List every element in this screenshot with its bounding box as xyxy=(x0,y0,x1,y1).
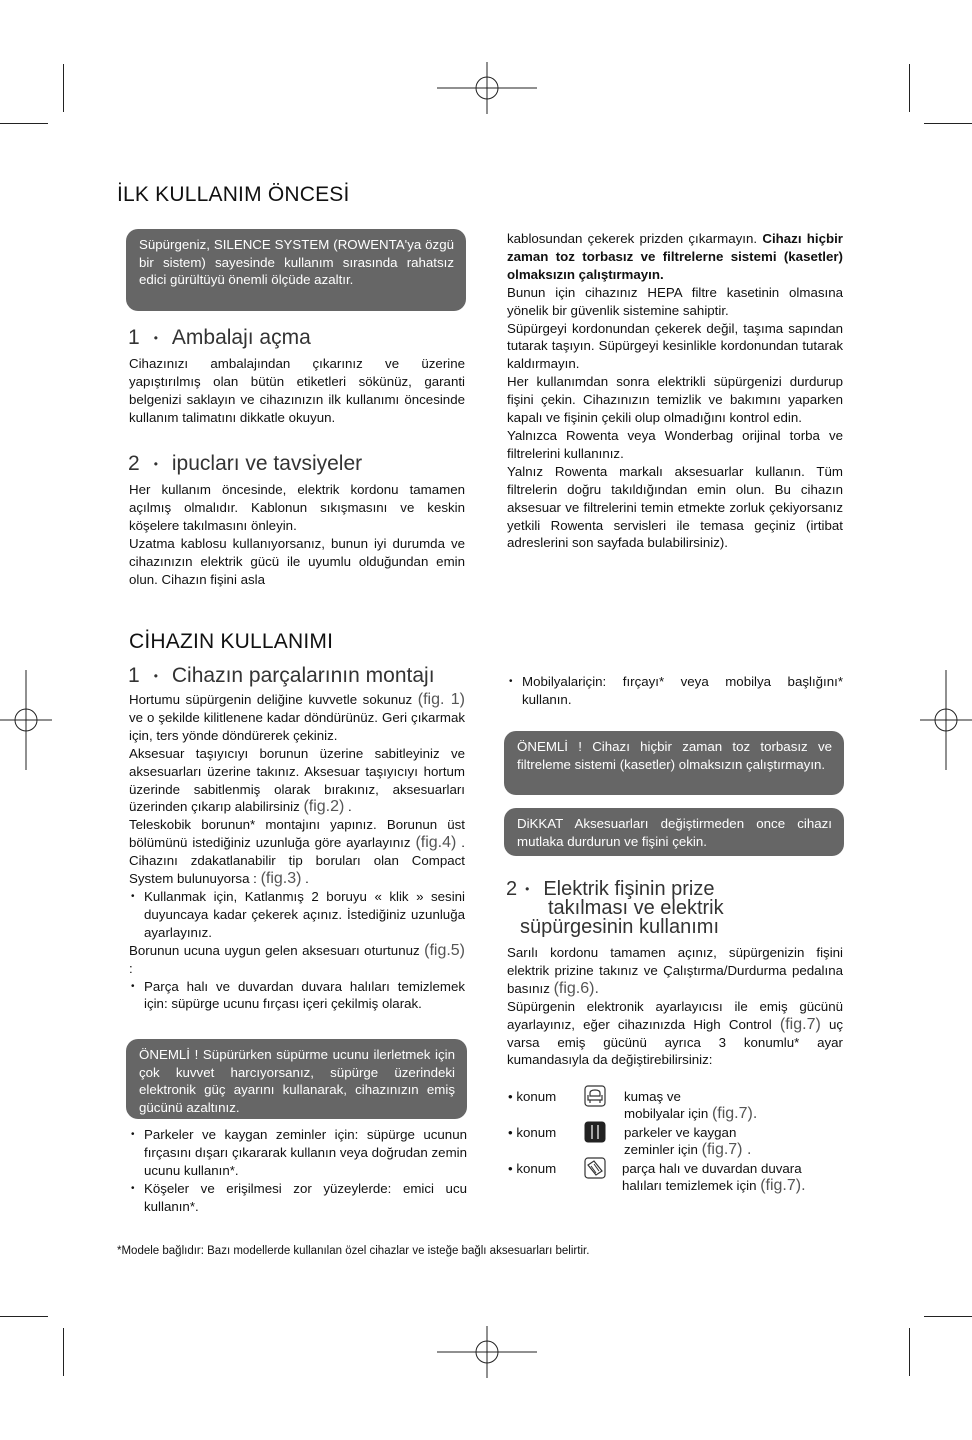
armchair-icon xyxy=(584,1085,606,1107)
registration-mark-icon xyxy=(437,62,537,114)
konum-row-fabric: • konum kumaş ve mobilyalar için (fig.7). xyxy=(508,1088,848,1124)
subsection-heading-unpacking: 1 • Ambalajı açma xyxy=(128,326,311,349)
crop-mark xyxy=(909,1328,910,1376)
unpacking-text: Cihazınızı ambalajından çıkarınız ve üzerine yapıştırılmış olan bütün etiketleri sökünüz, garanti belgenizi saklayın ve cihazınızın ilk kullanımı öncesinde kullanım talimatını dikkatle okuyun. xyxy=(129,356,465,425)
registration-mark-icon xyxy=(437,1326,537,1378)
list-item: • Kullanmak için, Katlanmış 2 boruyu « klik » sesini duyuncaya kadar çekerek açınız. İstediğiniz uzunluğa ayarlayınız. xyxy=(129,888,465,942)
tips-text-continued: kablosundan çekerek prizden çıkarmayın. Cihazı hiçbir zaman toz torbasız ve filtrelerne sistemi (kasetler) olmaksızın çalıştırmayın. Bunun için cihazınız HEPA filtre kasetinin olmasına yönelik bir güvenlik sistemine sahiptir. Süpürgeyi kordonundan çekerek değil, taşıma sapından tutarak taşıyın. Süpürgeyi kesinlikle kordonundan tutarak kaldırmayın. Her kullanımdan sonra elektrikli süpürgenizi durdurup fişini çekin. Cihazınızın temizlik ve bakımını yaparken kapalı ve fişinin çekili olup olmadığını kontrol edin. Yalnızca Rowenta veya Wonderbag orijinal torba ve filtrelerini kullanınız. Yalnız Rowenta markalı aksesuarlar kullanın. Tüm filtrelerin doğru takıldığından emin olun. Bu cihazın aksesuar ve filtrelerini temin etmekte zorluk çekiyorsanız yetkili Rowenta servisleri ile temasa geçiniz (irtibat adreslerini son sayfada bulabilirsiniz). xyxy=(507,231,843,551)
subsection-heading-tips: 2 • ipucları ve tavsiyeler xyxy=(128,452,363,475)
section-title-usage: CİHAZIN KULLANIMI xyxy=(129,630,334,653)
list-item: • Mobilyalariçin: fırçayı* veya mobilya başlığını* kullanın. xyxy=(507,673,843,709)
subsection-title: ipucları ve tavsiyeler xyxy=(171,452,363,475)
intro-box: Süpürgeniz, SILENCE SYSTEM (ROWENTA'ya özgü bir sistem) sayesinde kullanım sırasında rahatsız edici gürültüyü önemli ölçüde azaltır. xyxy=(126,229,466,311)
subsection-title: Elektrik fişinin prize xyxy=(543,878,715,900)
subsection-number: 1 xyxy=(128,664,140,687)
warning-box-accessories: DiKKAT Aksesuarları değiştirmeden once cihazı mutlaka durdurun ve fişini çekin. xyxy=(504,808,844,856)
list-item: • Parça halı ve duvardan duvara halıları temizlemek için: süpürge ucunu fırçası içeri çekilmiş olarak. xyxy=(129,978,465,1014)
subsection-title: Cihazın parçalarının montajı xyxy=(171,664,435,687)
plug-text: Sarılı kordonu tamamen açınız, süpürgenizin fişini elektrik prizine takınız ve Çalıştırma/Durdurma pedalına basınız (fig.6). Süpürgenin elektronik ayarlayıcısı ile emiş gücünü ayarlayınız, eğer cihazınızda High Control (fig.7) uç varsa emiş gücünü ayrıca 3 konumlu* ayar kumandasıyla da değiştirebilirsiniz: xyxy=(507,945,844,1068)
carpet-icon xyxy=(584,1157,606,1179)
subsection-heading-plug: 2 • Elektrik fişinin prize takılması ve elektrik süpürgesinin kullanımı xyxy=(506,878,724,939)
crop-mark xyxy=(924,1316,972,1317)
important-box-suction: ÖNEMLİ ! Süpürürken süpürme ucunu ilerletmek için çok kuvvet harcıyorsanız, süpürge üzerindeki elektronik güç ayarını kullanarak, cihazınızın emiş gücünü azaltınız. xyxy=(126,1039,467,1119)
registration-mark-icon xyxy=(0,670,52,770)
subsection-title: takılması ve elektrik xyxy=(548,897,724,920)
crop-mark xyxy=(0,123,48,124)
konum-row-carpet: • konum parça halı ve duvardan duvara halıları temizlemek için (fig.7). xyxy=(508,1160,848,1196)
konum-row-hard-floor: • konum parkeler ve kaygan zeminler için (fig.7) . xyxy=(508,1124,848,1160)
list-item: • Köşeler ve erişilmesi zor yüzeylerde: emici ucu kullanın*. xyxy=(129,1180,467,1216)
subsection-number: 2 xyxy=(128,452,140,475)
section-title-first-use: İLK KULLANIM ÖNCESİ xyxy=(117,183,350,206)
hard-floor-icon xyxy=(584,1121,606,1143)
list-item: • Parkeler ve kaygan zeminler için: süpürge ucunun fırçasını dışarı çıkararak kullanın veya doğrudan zemin ucunu kullanın*. xyxy=(129,1126,467,1180)
subsection-title: Ambalajı açma xyxy=(171,326,311,349)
assembly-text: Hortumu süpürgenin deliğine kuvvetle sokunuz (fig. 1) ve o şekilde kilitlenene kadar döndürünüz. Geri çıkarmak için, ters yönde döndürerek çekiniz. Aksesuar taşıyıcıyı borunun üzerine sabitleyiniz ve aksesuarları üzerine takınız. Aksesuar taşıyıcıyı hortum üzerinde sabitlenmiş olarak bırakınız, aksesuarları üzerinden çıkarıp alabilirsiniz (fig.2) . Teleskobik borunun* montajını yapınız. Borunun üst bölümünü istediğiniz uzunluğa göre ayarlayınız (fig.4) . Cihazını zdakatlanabilir tip boruları olan Compact System bulunuyorsa : (fig.3) . • Kullanmak için, Katlanmış 2 boruyu « klik » sesini duyuncaya kadar çekerek açınız. İstediğiniz uzunluğa ayarlayınız. Borunun ucuna uygun gelen aksesuarı oturtunuz (fig.5) : • Parça halı ve duvardan duvara halıları temizlemek için: süpürge ucunu fırçası içeri çekilmiş olarak. xyxy=(129,691,465,1013)
crop-mark xyxy=(63,64,64,112)
crop-mark xyxy=(0,1316,48,1317)
subsection-title: süpürgesinin kullanımı xyxy=(520,916,719,939)
crop-mark xyxy=(63,1328,64,1376)
registration-mark-icon xyxy=(920,670,972,770)
tips-text: Her kullanım öncesinde, elektrik kordonu tamamen açılmış olmalıdır. Kablonun sıkışmasını ve keskin köşelere takılmasını önleyin. Uzatma kablosu kullanıyorsanız, bunun iyi durumda ve cihazınızın elektrik gücü ile uyumlu olduğundan emin olun. Cihazın fişini asla xyxy=(129,482,465,587)
subsection-number: 1 xyxy=(128,326,140,349)
important-box-filter: ÖNEMLİ ! Cihazı hiçbir zaman toz torbasız ve filtreleme sistemi (kasetler) olmaksızın çalıştırmayın. xyxy=(504,731,844,795)
footnote: *Modele bağlıdır: Bazı modellerde kullanılan özel cihazlar ve isteğe bağlı aksesuarları belirtir. xyxy=(117,1245,590,1257)
floor-tips-list xyxy=(129,1126,467,1216)
subsection-heading-assembly: 1 • Cihazın parçalarının montajı xyxy=(128,664,435,687)
subsection-number: 2 xyxy=(506,878,518,900)
furniture-tip xyxy=(507,673,843,709)
crop-mark xyxy=(909,64,910,112)
crop-mark xyxy=(924,123,972,124)
